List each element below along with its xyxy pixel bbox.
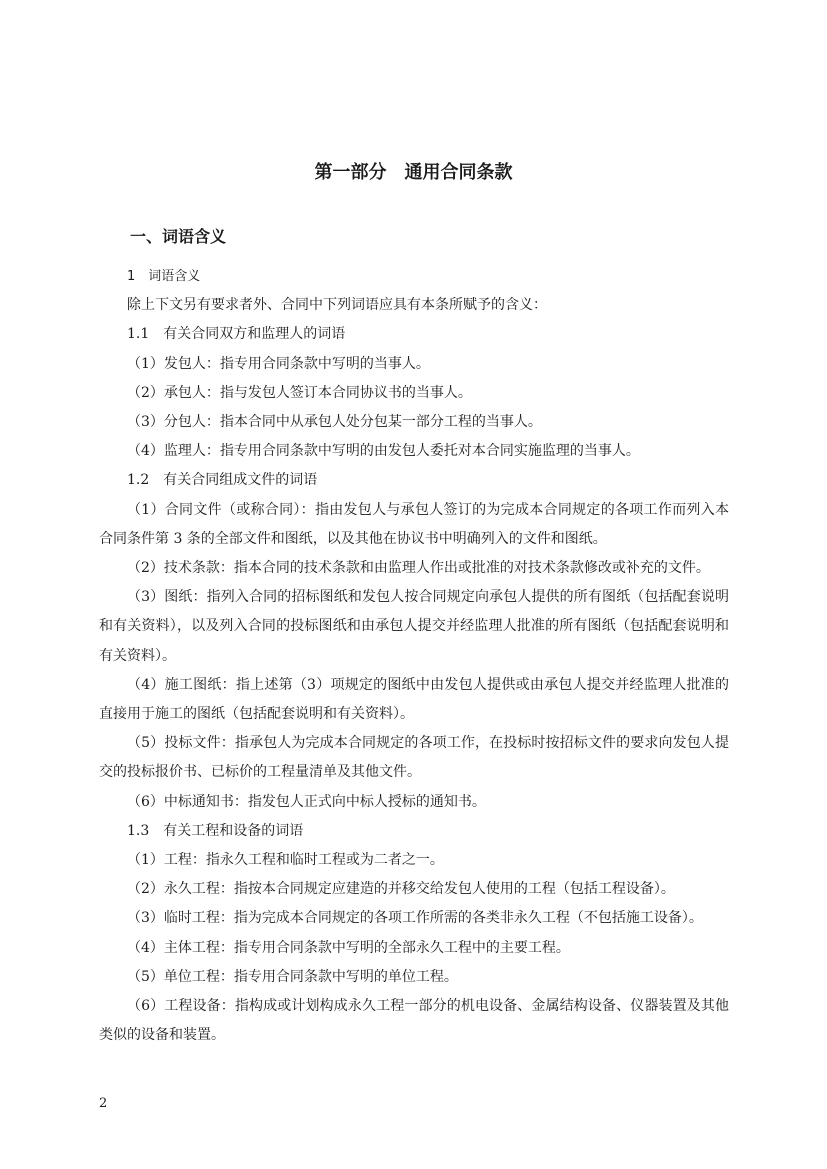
paragraph: （5）单位工程：指专用合同条款中写明的单位工程。: [127, 968, 458, 985]
paragraph: （1）工程：指永久工程和临时工程或为二者之一。: [127, 852, 444, 869]
subsection-heading: 1.2 有关合同组成文件的词语: [127, 472, 318, 489]
paragraph: （1）发包人：指专用合同条款中写明的当事人。: [127, 355, 430, 372]
subsection-heading: 1.1 有关合同双方和监理人的词语: [127, 326, 346, 343]
paragraph: （3）图纸：指列入合同的招标图纸和发包人按合同规定向承包人提供的所有图纸（包括配套说明和有关资料），以及列入合同的投标图纸和由承包人提交并经监理人批准的所有图纸（包括配套说明和有关资料）。: [99, 589, 729, 664]
paragraph: （4）主体工程：指专用合同条款中写明的全部永久工程中的主要工程。: [127, 939, 570, 956]
paragraph: （6）工程设备：指构成或计划构成永久工程一部分的机电设备、金属结构设备、仪器装置及其他类似的设备和装置。: [99, 998, 729, 1044]
paragraph: （4）施工图纸：指上述第（3）项规定的图纸中由发包人提供或由承包人提交并经监理人批准的直接用于施工的图纸（包括配套说明和有关资料）。: [99, 676, 729, 723]
section-heading: 一、词语含义: [130, 227, 227, 246]
paragraph: （2）承包人：指与发包人签订本合同协议书的当事人。: [127, 384, 472, 401]
page-number: 2: [99, 1096, 108, 1111]
paragraph: （2）永久工程：指按本合同规定应建造的并移交给发包人使用的工程（包括工程设备）。: [127, 881, 675, 898]
paragraph: 除上下文另有要求者外、合同中下列词语应具有本条所赋予的含义：: [127, 297, 547, 314]
subsection-heading: 1.3 有关工程和设备的词语: [127, 822, 304, 839]
document-body: [99, 262, 729, 1050]
paragraph: （1）合同文件（或称合同）：指由发包人与承包人签订的为完成本合同规定的各项工作而列入本合同条件第 3 条的全部文件和图纸，以及其他在协议书中明确列入的文件和图纸。: [99, 501, 729, 547]
paragraph: （3）分包人：指本合同中从承包人处分包某一部分工程的当事人。: [127, 414, 542, 431]
paragraph: （6）中标通知书：指发包人正式向中标人授标的通知书。: [127, 793, 486, 810]
paragraph: （4）监理人：指专用合同条款中写明的由发包人委托对本合同实施监理的当事人。: [127, 443, 640, 460]
page-title: 第一部分 通用合同条款: [314, 162, 513, 183]
clause-heading: 1 词语含义: [127, 269, 201, 284]
paragraph: （5）投标文件：指承包人为完成本合同规定的各项工作，在投标时按招标文件的要求向发包人提交的投标报价书、已标价的工程量清单及其他文件。: [99, 735, 729, 781]
paragraph: （2）技术条款：指本合同的技术条款和由监理人作出或批准的对技术条款修改或补充的文件。: [127, 560, 710, 577]
paragraph: （3）临时工程：指为完成本合同规定的各项工作所需的各类非永久工程（不包括施工设备）。: [127, 910, 703, 927]
